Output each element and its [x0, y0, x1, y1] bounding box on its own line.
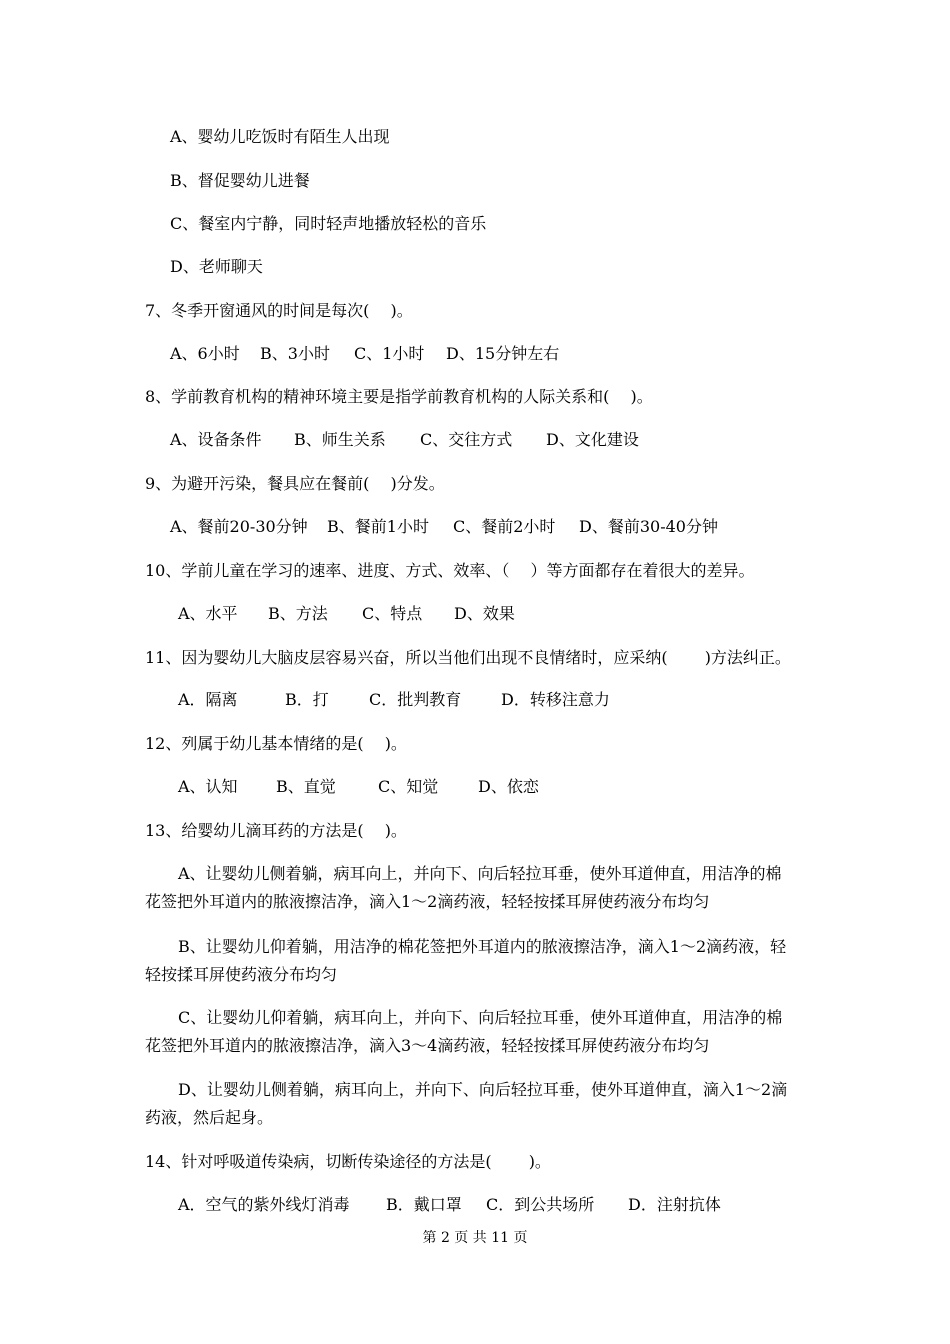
q6-option-c: C、餐室内宁静，同时轻声地播放轻松的音乐 [170, 214, 487, 233]
q9-option-d: D、餐前30-40分钟 [579, 517, 718, 536]
q11-stem: 11、因为婴幼儿大脑皮层容易兴奋，所以当他们出现不良情绪时，应采纳( )方法纠正。 [145, 648, 791, 667]
q10-options [178, 604, 515, 624]
q9-option-b: B、餐前1小时 [327, 517, 429, 536]
q13-option-a-line1: A、让婴幼儿侧着躺，病耳向上，并向下、向后轻拉耳垂，使外耳道伸直，用洁净的棉 [178, 864, 782, 883]
q8-stem: 8、学前教育机构的精神环境主要是指学前教育机构的人际关系和( )。 [145, 387, 653, 406]
q7-option-c: C、1小时 [354, 344, 425, 363]
q7-option-b: B、3小时 [260, 344, 330, 363]
q14-option-a: A．空气的紫外线灯消毒 [178, 1195, 350, 1214]
q9-options [170, 517, 718, 537]
q12-option-a: A、认知 [178, 777, 238, 796]
q10-option-c: C、特点 [362, 604, 423, 623]
q12-option-d: D、依恋 [478, 777, 539, 796]
q11-option-c: C．批判教育 [369, 690, 462, 709]
q13-option-d-line2: 药液，然后起身。 [145, 1108, 274, 1127]
q14-option-d: D．注射抗体 [628, 1195, 721, 1214]
q11-option-d: D．转移注意力 [501, 690, 610, 709]
q13-option-c-line2: 花签把外耳道内的脓液擦洁净，滴入3～4滴药液，轻轻按揉耳屏使药液分布均匀 [145, 1036, 710, 1055]
q9-option-c: C、餐前2小时 [453, 517, 556, 536]
q13-option-c-line1: C、让婴幼儿仰着躺，病耳向上，并向下、向后轻拉耳垂，使外耳道伸直，用洁净的棉 [178, 1008, 783, 1027]
q7-option-a: A、6小时 [170, 344, 240, 363]
q7-option-d: D、15分钟左右 [446, 344, 560, 363]
q10-stem: 10、学前儿童在学习的速率、进度、方式、效率、（ ）等方面都存在着很大的差异。 [145, 561, 755, 580]
q13-option-b-line2: 轻按揉耳屏使药液分布均匀 [145, 965, 338, 984]
q9-stem: 9、为避开污染，餐具应在餐前( )分发。 [145, 474, 445, 493]
q8-option-a: A、设备条件 [170, 430, 262, 449]
q11-option-b: B．打 [285, 690, 329, 709]
page-footer: 第 2 页 共 11 页 [422, 1230, 528, 1246]
q6-option-d: D、老师聊天 [170, 257, 263, 276]
q9-option-a: A、餐前20-30分钟 [170, 517, 308, 536]
q14-option-b: B．戴口罩 [386, 1195, 462, 1214]
q10-option-a: A、水平 [178, 604, 238, 623]
q7-options [170, 344, 559, 364]
q6-option-a: A、婴幼儿吃饭时有陌生人出现 [170, 127, 390, 146]
q10-option-b: B、方法 [268, 604, 328, 623]
q12-option-c: C、知觉 [378, 777, 439, 796]
q8-option-b: B、师生关系 [294, 430, 386, 449]
q14-option-c: C．到公共场所 [486, 1195, 595, 1214]
q14-stem: 14、针对呼吸道传染病，切断传染途径的方法是( )。 [145, 1152, 551, 1171]
q13-option-b-line1: B、让婴幼儿仰着躺，用洁净的棉花签把外耳道内的脓液擦洁净，滴入1～2滴药液，轻 [178, 937, 787, 956]
q11-option-a: A．隔离 [178, 690, 238, 709]
q7-stem: 7、冬季开窗通风的时间是每次( )。 [145, 301, 413, 320]
q10-option-d: D、效果 [454, 604, 515, 623]
q12-options [178, 777, 539, 797]
q14-options [178, 1195, 721, 1215]
q13-option-d-line1: D、让婴幼儿侧着躺，病耳向上，并向下、向后轻拉耳垂，使外耳道伸直，滴入1～2滴 [178, 1080, 788, 1099]
q12-stem: 12、列属于幼儿基本情绪的是( )。 [145, 734, 407, 753]
q8-option-d: D、文化建设 [546, 430, 639, 449]
q8-options [170, 430, 639, 450]
q11-options [178, 690, 610, 710]
q12-option-b: B、直觉 [276, 777, 336, 796]
q13-option-a-line2: 花签把外耳道内的脓液擦洁净，滴入1～2滴药液，轻轻按揉耳屏使药液分布均匀 [145, 892, 710, 911]
q6-option-b: B、督促婴幼儿进餐 [170, 171, 310, 190]
q8-option-c: C、交往方式 [420, 430, 513, 449]
q13-stem: 13、给婴幼儿滴耳药的方法是( )。 [145, 821, 407, 840]
